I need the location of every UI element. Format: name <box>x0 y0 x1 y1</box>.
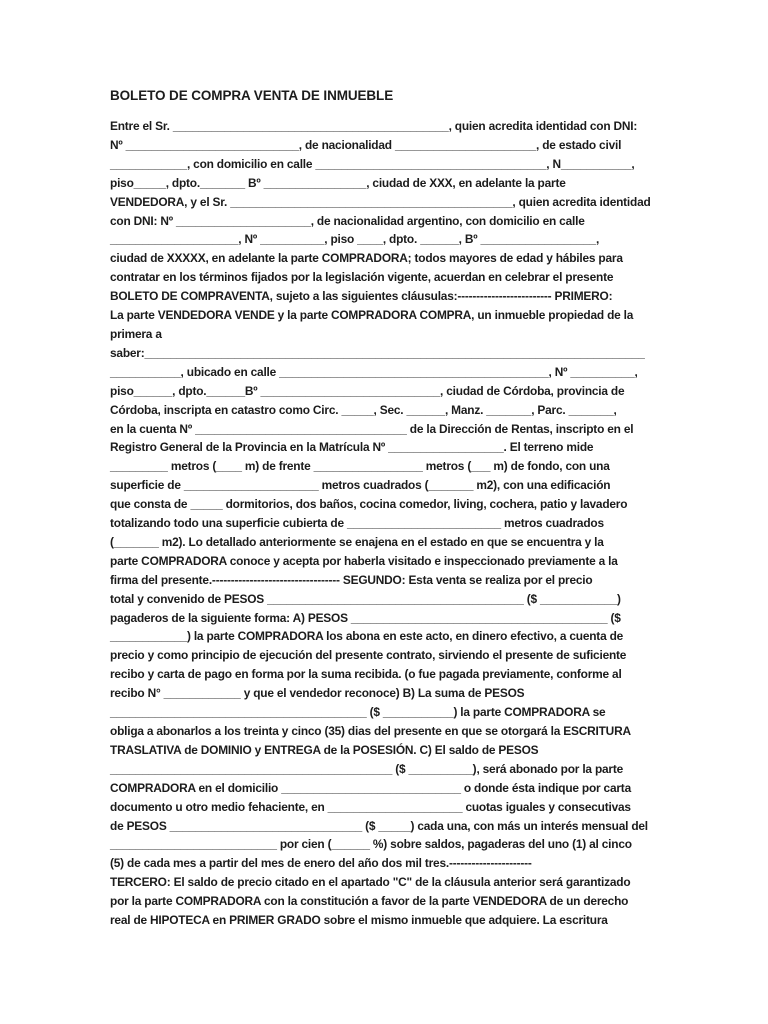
document-line: documento u otro medio fehaciente, en _____________________ cuotas iguales y consecutivas <box>110 799 631 814</box>
document-body <box>110 117 662 930</box>
document-line: _________ metros (____ m) de frente _________________ metros (___ m) de fondo, con una <box>110 459 610 474</box>
document-line: ___________, ubicado en calle __________________________________________, Nº __________, <box>110 364 638 379</box>
document-line: ____________) la parte COMPRADORA los abona en este acto, en dinero efectivo, a cuenta de <box>110 629 624 644</box>
document-line: BOLETO DE COMPRAVENTA, sujeto a las siguientes cláusulas:------------------------- PRIMERO: <box>110 289 613 304</box>
document-line: La parte VENDEDORA VENDE y la parte COMPRADORA COMPRA, un inmueble propiedad de la <box>110 308 634 323</box>
document-line: piso_____, dpto._______ Bº ________________, ciudad de XXX, en adelante la parte <box>110 175 566 190</box>
document-line: TRASLATIVA de DOMINIO y ENTREGA de la POSESIÓN. C) El saldo de PESOS <box>110 742 539 757</box>
document-line: obliga a abonarlos a los treinta y cinco (35) dias del presente en que se otorgará la ESCRITURA <box>110 724 631 738</box>
document-title: BOLETO DE COMPRA VENTA DE INMUEBLE <box>110 88 394 103</box>
document-line: recibo y carta de pago en forma por la suma recibida. (o fue pagada previamente, conforme al <box>110 667 622 682</box>
document-content <box>110 86 662 930</box>
document-line: real de HIPOTECA en PRIMER GRADO sobre el mismo inmueble que adquiere. La escritura <box>110 913 608 928</box>
document-line: recibo N° ____________ y que el vendedor reconoce) B) La suma de PESOS <box>110 686 525 701</box>
document-line: primera a <box>110 326 162 341</box>
document-line: que consta de _____ dormitorios, dos baños, cocina comedor, living, cochera, patio y lavadero <box>110 497 628 512</box>
document-line: COMPRADORA en el domicilio ____________________________ o donde ésta indique por carta <box>110 780 631 795</box>
document-line: contratar en los términos fijados por la legislación vigente, acuerdan en celebrar el presente <box>110 270 614 285</box>
document-line: TERCERO: El saldo de precio citado en el apartado "C" de la cláusula anterior será garantizado <box>110 875 631 890</box>
document-line: VENDEDORA, y el Sr. ____________________________________________, quien acredita identidad <box>110 194 651 209</box>
document-line: con DNI: Nº _____________________, de nacionalidad argentino, con domicilio en calle <box>110 213 585 228</box>
document-line: ____________________, Nº __________, piso ____, dpto. ______, Bº __________________, <box>110 232 600 247</box>
document-line: ________________________________________ ($ ___________) la parte COMPRADORA se <box>110 705 606 720</box>
document-line: Registro General de la Provincia en la Matrícula Nº __________________. El terreno mide <box>110 440 594 455</box>
document-line: saber:______________________________________________________________________________ <box>110 345 645 360</box>
document-line: precio y como principio de ejecución del presente contrato, sirviendo el presente de suficiente <box>110 648 627 663</box>
document-line: pagaderos de la siguiente forma: A) PESOS ________________________________________ ($ <box>110 610 621 625</box>
document-line: Nº ___________________________, de nacionalidad ______________________, de estado civil <box>110 137 622 152</box>
document-line: piso______, dpto.______Bº ____________________________, ciudad de Córdoba, provincia de <box>110 383 625 398</box>
document-line: ____________, con domicilio en calle ____________________________________, N___________, <box>110 156 635 171</box>
document-line: firma del presente.---------------------------------- SEGUNDO: Esta venta se realiza por el precio <box>110 572 593 587</box>
document-line: de PESOS ______________________________ ($ _____) cada una, con más un interés mensual del <box>110 818 648 833</box>
document-line: por la parte COMPRADORA con la constitución a favor de la parte VENDEDORA de un derecho <box>110 894 629 909</box>
document-line: totalizando todo una superficie cubierta de ________________________ metros cuadrados <box>110 516 604 531</box>
document-line: Entre el Sr. ___________________________________________, quien acredita identidad con DNI: <box>110 119 638 133</box>
document-line: superficie de _____________________ metros cuadrados (_______ m2), con una edificación <box>110 478 611 493</box>
document-line: (_______ m2). Lo detallado anteriormente se enajena en el estado en que se encuentra y la <box>110 534 604 549</box>
document-line: Córdoba, inscripta en catastro como Circ. _____, Sec. ______, Manz. _______, Parc. _______, <box>110 402 617 417</box>
document-line: en la cuenta Nº _________________________________ de la Dirección de Rentas, inscripto en el <box>110 421 634 436</box>
document-line: ____________________________________________ ($ __________), será abonado por la parte <box>110 761 624 776</box>
document-line: __________________________ por cien (______ %) sobre saldos, pagaderas del uno (1) al cinco <box>110 837 632 852</box>
document-line: total y convenido de PESOS ________________________________________ ($ ____________) <box>110 591 621 606</box>
document-line: (5) de cada mes a partir del mes de enero del año dos mil tres.---------------------- <box>110 856 532 871</box>
document-line: parte COMPRADORA conoce y acepta por haberla visitado e inspeccionado previamente a la <box>110 553 618 568</box>
document-line: ciudad de XXXXX, en adelante la parte COMPRADORA; todos mayores de edad y hábiles para <box>110 251 623 266</box>
